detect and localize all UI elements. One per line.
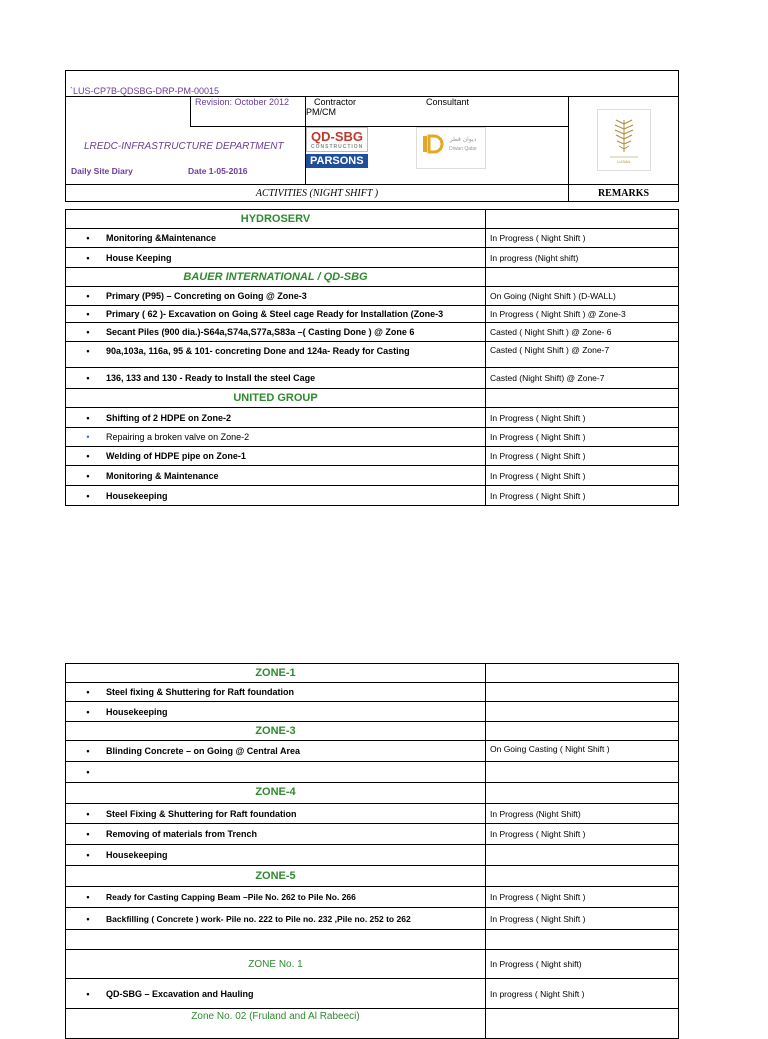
bullet-icon: • — [86, 327, 90, 337]
table-row: • 90a,103a, 116a, 95 & 101- concreting Done and 124a- Ready for Casting Casted ( Night Shift ) @ Zone-7 — [66, 342, 679, 368]
bullet-icon: • — [86, 291, 90, 301]
revision-label: Revision: October 2012 — [191, 97, 306, 127]
table-row: • Housekeeping — [66, 702, 679, 722]
section-title-zone-3: ZONE-3 — [66, 722, 486, 741]
bullet-icon: • — [86, 746, 90, 756]
section-title-hydroserv: HYDROSERV — [66, 210, 486, 229]
bullet-icon: • — [86, 913, 90, 924]
bullet-icon: • — [86, 808, 90, 819]
bullet-icon: • — [86, 373, 90, 383]
bullet-icon: • — [86, 490, 90, 501]
table-row: • Primary (P95) – Concreting on Going @ Zone-3 On Going (Night Shift ) (D-WALL) — [66, 287, 679, 306]
bullet-icon: • — [86, 767, 90, 777]
bullet-icon: • — [86, 470, 90, 481]
bullet-icon: • — [86, 252, 90, 263]
diwan-logo-text: Diwan Qatar — [449, 146, 477, 152]
table-row: • Blinding Concrete – on Going @ Central Area On Going Casting ( Night Shift ) — [66, 741, 679, 762]
bullet-icon: • — [86, 233, 90, 243]
section-title-zone-no-1: ZONE No. 1 — [66, 950, 486, 979]
bullet-icon: • — [86, 346, 90, 356]
bullet-icon: • — [86, 706, 90, 717]
table-row: • Ready for Casting Capping Beam –Pile No. 262 to Pile No. 266 In Progress ( Night Shift ) — [66, 887, 679, 908]
bullet-icon: • — [86, 412, 90, 423]
site-diary-table-1-body — [65, 209, 679, 506]
activities-title: ACTIVITIES (NIGHT SHIFT ) — [66, 185, 569, 202]
bullet-icon: • — [86, 687, 90, 697]
table-row: • Secant Piles (900 dia.)-S64a,S74a,S77a,S83a –( Casting Done ) @ Zone 6 Casted ( Night Shift ) @ Zone- 6 — [66, 323, 679, 342]
diary-date: Date 1-05-2016 — [188, 166, 248, 176]
bullet-icon: • — [86, 432, 90, 442]
table-row: • Welding of HDPE pipe on Zone-1 In Progress ( Night Shift ) — [66, 447, 679, 466]
client-logo-cell — [569, 97, 679, 185]
diwan-qatar-logo — [416, 127, 486, 169]
bullet-icon: • — [86, 850, 90, 860]
bullet-icon: • — [86, 309, 90, 319]
qd-sbg-logo: QD-SBG CONSTRUCTION — [306, 127, 368, 152]
doc-ref: `LUS-CP7B-QDSBG-DRP-PM-00015 — [66, 71, 679, 97]
site-diary-table-1 — [65, 70, 679, 202]
table-row: • Monitoring &Maintenance In Progress ( Night Shift ) — [66, 229, 679, 248]
section-title-zone-4: ZONE-4 — [66, 783, 486, 804]
table-row: • Steel Fixing & Shuttering for Raft foundation In Progress (Night Shift) — [66, 804, 679, 824]
table-row: • Removing of materials from Trench In Progress ( Night Shift ) — [66, 824, 679, 845]
table-row: • Shifting of 2 HDPE on Zone-2 In Progress ( Night Shift ) — [66, 408, 679, 428]
section-title-bauer: BAUER INTERNATIONAL / QD-SBG — [66, 268, 486, 287]
table-row: • Housekeeping In Progress ( Night Shift ) — [66, 486, 679, 506]
table-row — [66, 762, 679, 783]
section-title-zone-1: ZONE-1 — [66, 664, 486, 683]
bullet-icon: • — [86, 451, 90, 461]
diwan-logo-icon — [417, 128, 485, 168]
palm-icon — [598, 110, 650, 170]
section-title-zone-5: ZONE-5 — [66, 866, 486, 887]
bullet-icon: • — [86, 892, 90, 902]
bullet-icon: • — [86, 829, 90, 839]
site-diary-table-2 — [65, 663, 679, 1039]
table-row: • Primary ( 62 )- Excavation on Going & Steel cage Ready for Installation (Zone-3 In Progress ( Night Shift ) @ Zone-3 — [66, 306, 679, 323]
department-title: LREDC-INFRASTRUCTURE DEPARTMENT — [84, 141, 284, 152]
table-row: • Monitoring & Maintenance In Progress ( Night Shift ) — [66, 466, 679, 486]
table-row: • House Keeping In progress (Night shift) — [66, 248, 679, 268]
table-row: • Backfilling ( Concrete ) work- Pile no. 222 to Pile no. 232 ,Pile no. 252 to 262 In Progress ( Night Shift ) — [66, 908, 679, 930]
table-row: • QD-SBG – Excavation and Hauling In progress ( Night Shift ) — [66, 979, 679, 1009]
lusail-logo-text: LUSAIL — [616, 159, 631, 164]
pm-cm-label: PM/CM — [306, 107, 336, 117]
remarks-title: REMARKS — [569, 185, 679, 202]
bullet-icon: • — [86, 988, 90, 999]
table-row: • 136, 133 and 130 - Ready to Install the steel Cage Casted (Night Shift) @ Zone-7 — [66, 368, 679, 389]
section-title-united-group: UNITED GROUP — [66, 389, 486, 408]
parsons-logo: PARSONS — [306, 154, 368, 168]
section-title-zone-no-2: Zone No. 02 (Fruland and Al Rabeeci) — [66, 1009, 486, 1039]
contractor-label: Contractor — [314, 97, 357, 107]
diary-label: Daily Site Diary — [71, 166, 133, 176]
lusail-logo — [597, 109, 651, 171]
zone-no-1-remark: In Progress ( Night shift) — [486, 950, 679, 979]
table-row: • Housekeeping — [66, 845, 679, 866]
consultant-label: Consultant — [426, 97, 470, 107]
table-row: • Repairing a broken valve on Zone-2 In Progress ( Night Shift ) — [66, 428, 679, 447]
diwan-logo-ar: ديوان قطر — [449, 136, 477, 143]
table-row: • Steel fixing & Shuttering for Raft foundation — [66, 683, 679, 702]
